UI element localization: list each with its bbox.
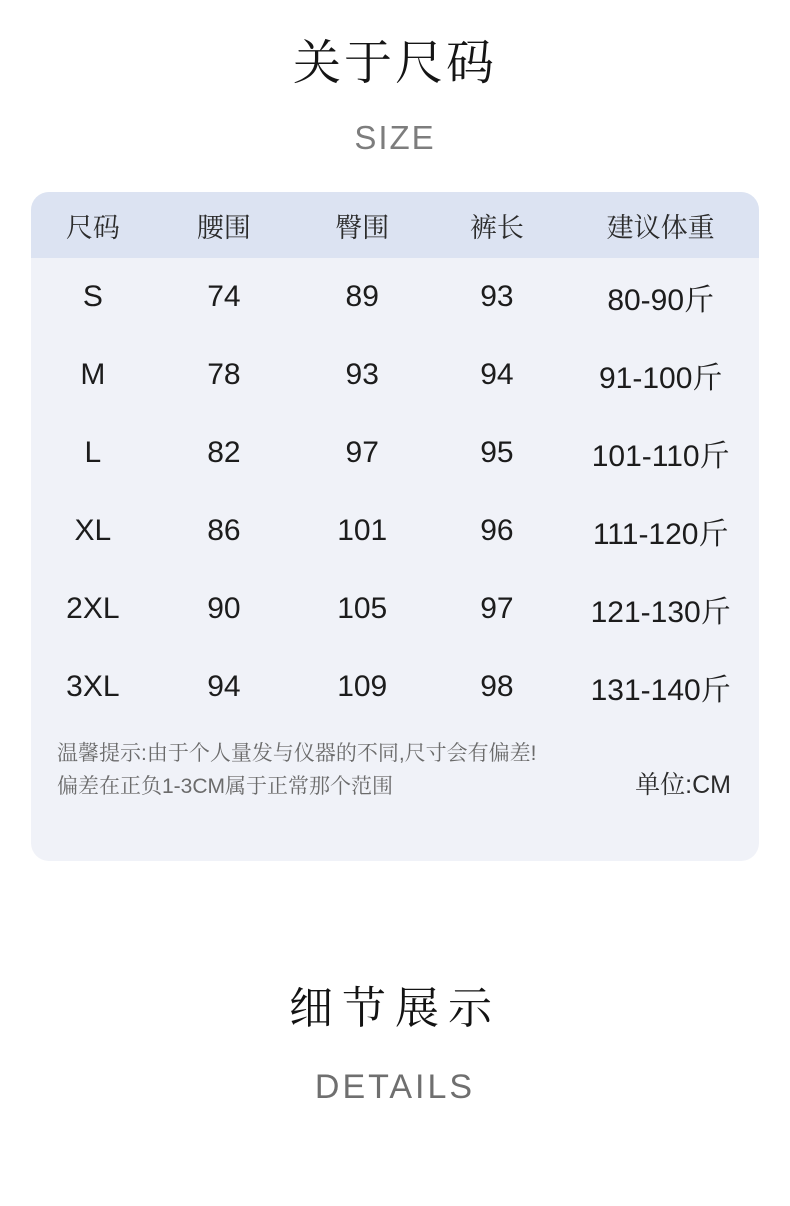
product-size-page xyxy=(0,36,790,1206)
cell-weight: 101-110斤 xyxy=(591,440,730,474)
cell-hip: 89 xyxy=(345,280,379,314)
cell-waist: 82 xyxy=(207,436,241,470)
table-row xyxy=(31,336,759,414)
table-row xyxy=(31,414,759,492)
details-section-title: 细节展示 xyxy=(289,984,501,1034)
cell-size: XL xyxy=(74,514,112,548)
cell-waist: 74 xyxy=(207,280,241,314)
cell-waist: 86 xyxy=(207,514,241,548)
cell-weight: 91-100斤 xyxy=(598,362,723,396)
cell-pants-length: 95 xyxy=(480,436,514,470)
size-section-subtitle: SIZE xyxy=(354,119,436,157)
cell-waist: 90 xyxy=(207,592,241,626)
cell-size: 2XL xyxy=(66,592,120,626)
cell-hip: 105 xyxy=(337,592,388,626)
cell-weight: 121-130斤 xyxy=(590,596,731,630)
table-row xyxy=(31,492,759,570)
cell-weight: 80-90斤 xyxy=(607,284,715,318)
table-row xyxy=(31,258,759,336)
cell-weight: 111-120斤 xyxy=(592,518,729,552)
cell-pants-length: 93 xyxy=(480,280,514,314)
disclaimer-line-2: 偏差在正负1-3CM属于正常那个范围 xyxy=(57,774,394,798)
size-table-header xyxy=(31,192,759,258)
unit-label: 单位:CM xyxy=(635,771,731,800)
cell-waist: 94 xyxy=(207,670,241,704)
cell-pants-length: 94 xyxy=(480,358,514,392)
cell-pants-length: 98 xyxy=(480,670,514,704)
disclaimer-line-1: 温馨提示:由于个人量发与仪器的不同,尺寸会有偏差! xyxy=(57,742,537,766)
details-section-subtitle: DETAILS xyxy=(314,1067,476,1106)
cell-weight: 131-140斤 xyxy=(590,674,731,708)
table-row xyxy=(31,570,759,648)
size-table-card xyxy=(31,192,759,861)
col-header-pants-length: 裤长 xyxy=(469,212,524,243)
cell-size: S xyxy=(82,280,103,314)
cell-size: 3XL xyxy=(66,670,120,704)
cell-size: L xyxy=(84,436,102,470)
col-header-suggested-weight: 建议体重 xyxy=(606,212,715,243)
cell-hip: 101 xyxy=(337,514,388,548)
col-header-size: 尺码 xyxy=(65,212,120,243)
col-header-waist: 腰围 xyxy=(196,212,251,243)
table-row xyxy=(31,648,759,726)
col-header-hip: 臀围 xyxy=(335,212,390,243)
size-section-title: 关于尺码 xyxy=(292,37,497,90)
cell-hip: 93 xyxy=(345,358,379,392)
cell-size: M xyxy=(80,358,106,392)
measurement-disclaimer xyxy=(57,738,537,803)
cell-hip: 97 xyxy=(345,436,379,470)
cell-pants-length: 96 xyxy=(480,514,514,548)
cell-hip: 109 xyxy=(337,670,388,704)
cell-pants-length: 97 xyxy=(480,592,514,626)
cell-waist: 78 xyxy=(207,358,241,392)
table-footer xyxy=(31,726,759,861)
